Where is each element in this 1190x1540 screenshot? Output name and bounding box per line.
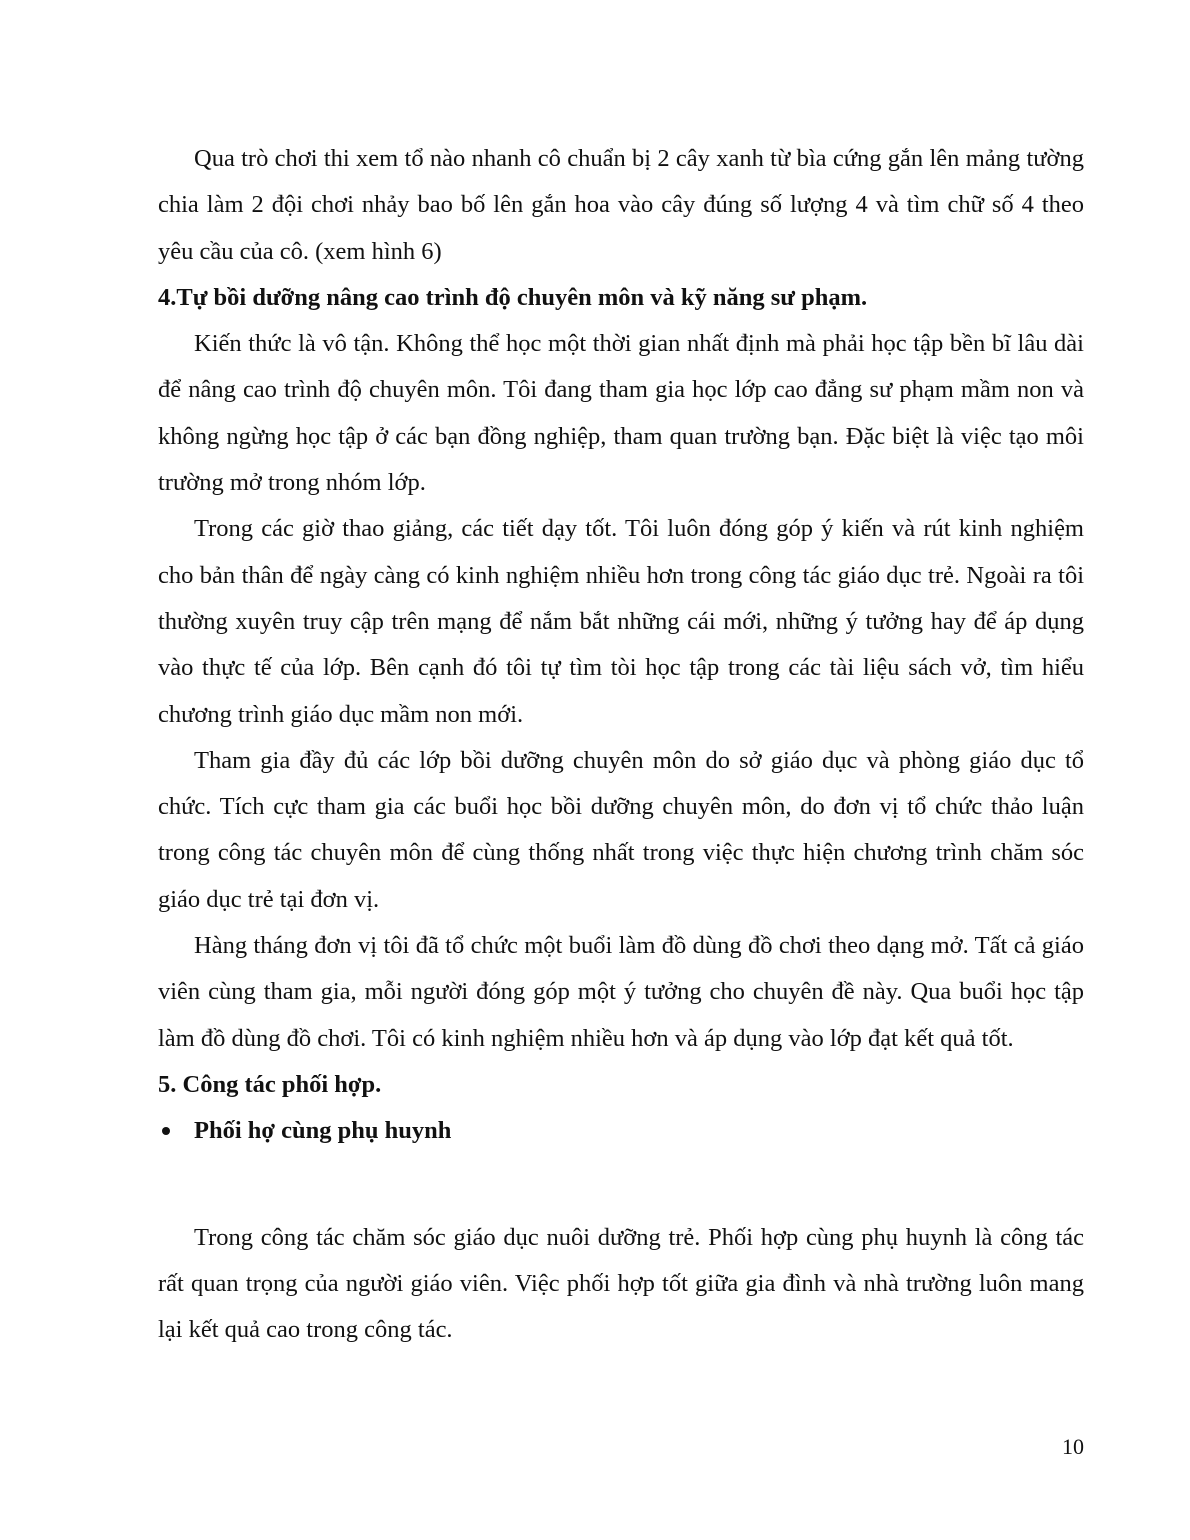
bullet-item-label: Phối hợ cùng phụ huynh [194,1117,452,1145]
bullet-dot-icon [162,1127,170,1135]
paragraph-training-courses: Tham gia đầy đủ các lớp bồi dưỡng chuyên môn do sở giáo dục và phòng giáo dục tổ chức. Tích cực tham gia các buổi học bồi dưỡng chuyên môn, do đơn vị tổ chức thảo luận trong công tác chuyên môn để cùng thống nhất trong việc thực hiện chương trình chăm sóc giáo dục trẻ tại đơn vị. [158,746,1084,913]
paragraph-teaching-experience: Trong các giờ thao giảng, các tiết dạy tốt. Tôi luôn đóng góp ý kiến và rút kinh nghiệm cho bản thân để ngày càng có kinh nghiệm nhiều hơn trong công tác giáo dục trẻ. Ngoài ra tôi thường xuyên truy cập trên mạng để nắm bắt những cái mới, những ý tưởng hay để áp dụng vào thực tế của lớp. Bên cạnh đó tôi tự tìm tòi học tập trong các tài liệu sách vở, tìm hiểu chương trình giáo dục mầm non mới. [158,515,1084,728]
paragraph-parent-cooperation: Trong công tác chăm sóc giáo dục nuôi dưỡng trẻ. Phối hợp cùng phụ huynh là công tác rất quan trọng của người giáo viên. Việc phối hợp tốt giữa gia đình và nhà trường luôn mang lại kết quả cao trong công tác. [158,1223,1084,1344]
document-body [158,136,1084,1353]
section-heading-4: 4.Tự bồi dưỡng nâng cao trình độ chuyên môn và kỹ năng sư phạm. [158,283,868,311]
paragraph-self-study: Kiến thức là vô tận. Không thể học một thời gian nhất định mà phải học tập bền bĩ lâu dài để nâng cao trình độ chuyên môn. Tôi đang tham gia học lớp cao đẳng sư phạm mầm non và không ngừng học tập ở các bạn đồng nghiệp, tham quan trường bạn. Đặc biệt là việc tạo môi trường mở trong nhóm lớp. [158,330,1084,497]
bullet-item [158,1108,1084,1154]
paragraph-monthly-workshop: Hàng tháng đơn vị tôi đã tổ chức một buổi làm đồ dùng đồ chơi theo dạng mở. Tất cả giáo viên cùng tham gia, mỗi người đóng góp một ý tưởng cho chuyên đề này. Qua buổi học tập làm đồ dùng đồ chơi. Tôi có kinh nghiệm nhiều hơn và áp dụng vào lớp đạt kết quả tốt. [158,932,1084,1052]
paragraph-game-description: Qua trò chơi thi xem tổ nào nhanh cô chuẩn bị 2 cây xanh từ bìa cứng gắn lên mảng tường chia làm 2 đội chơi nhảy bao bố lên gắn hoa vào cây đúng số lượng 4 và tìm chữ số 4 theo yêu cầu của cô. (xem hình 6) [158,145,1084,265]
page-number: 10 [1062,1434,1084,1459]
section-heading-5: 5. Công tác phối hợp. [158,1070,382,1098]
